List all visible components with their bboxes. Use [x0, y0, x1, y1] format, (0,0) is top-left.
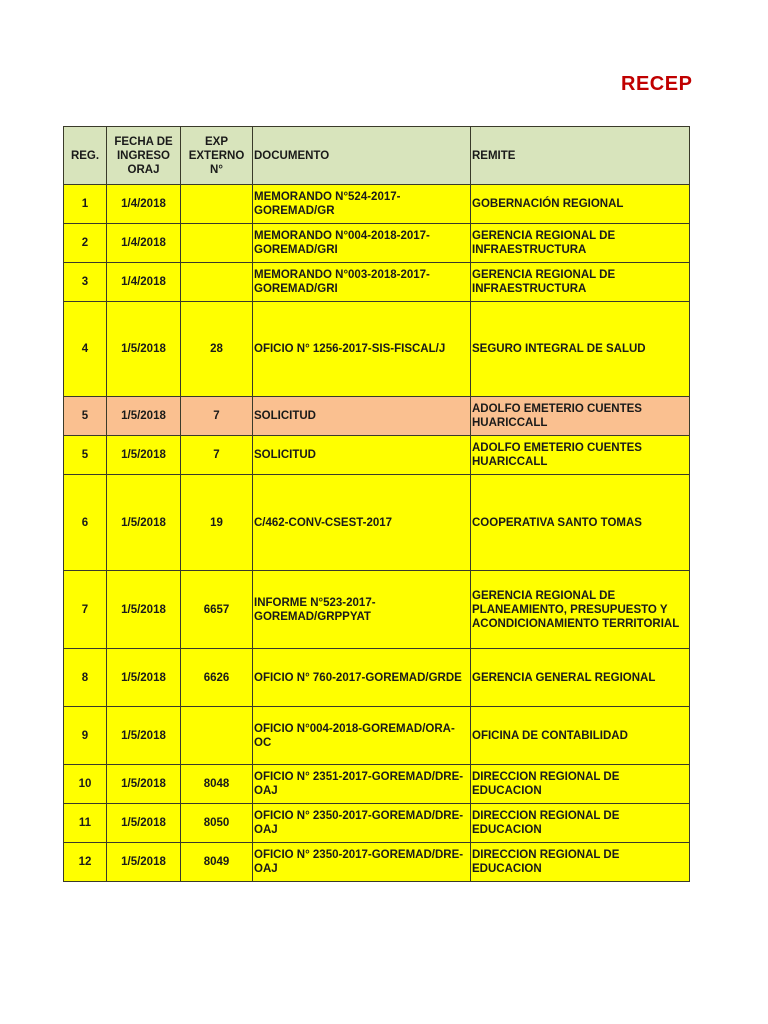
cell-reg: 8	[64, 649, 107, 707]
cell-reg: 9	[64, 707, 107, 765]
cell-documento: INFORME N°523-2017-GOREMAD/GRPPYAT	[253, 571, 471, 649]
cell-exp: 28	[181, 302, 253, 397]
cell-reg: 2	[64, 224, 107, 263]
cell-fecha: 1/5/2018	[107, 475, 181, 571]
cell-exp: 8048	[181, 765, 253, 804]
column-header-remite: REMITE	[471, 127, 690, 185]
column-header-reg: REG.	[64, 127, 107, 185]
cell-remite: GOBERNACIÓN REGIONAL	[471, 185, 690, 224]
column-header-exp: EXP EXTERNO N°	[181, 127, 253, 185]
table-row	[64, 224, 690, 263]
cell-remite: GERENCIA GENERAL REGIONAL	[471, 649, 690, 707]
cell-exp: 6657	[181, 571, 253, 649]
cell-documento: OFICIO N° 1256-2017-SIS-FISCAL/J	[253, 302, 471, 397]
cell-exp: 6626	[181, 649, 253, 707]
cell-fecha: 1/5/2018	[107, 571, 181, 649]
table-row	[64, 397, 690, 436]
cell-remite: DIRECCION REGIONAL DE EDUCACION	[471, 765, 690, 804]
table-row	[64, 804, 690, 843]
cell-reg: 6	[64, 475, 107, 571]
table-header-row	[64, 127, 690, 185]
table-row	[64, 843, 690, 882]
cell-exp	[181, 224, 253, 263]
cell-reg: 1	[64, 185, 107, 224]
cell-remite: GERENCIA REGIONAL DE PLANEAMIENTO, PRESUPUESTO Y ACONDICIONAMIENTO TERRITORIAL	[471, 571, 690, 649]
cell-reg: 11	[64, 804, 107, 843]
cell-remite: DIRECCION REGIONAL DE EDUCACION	[471, 843, 690, 882]
table-row	[64, 707, 690, 765]
cell-documento: MEMORANDO N°004-2018-2017-GOREMAD/GRI	[253, 224, 471, 263]
table-row	[64, 475, 690, 571]
cell-documento: MEMORANDO N°524-2017-GOREMAD/GR	[253, 185, 471, 224]
cell-fecha: 1/5/2018	[107, 649, 181, 707]
page-title: RECEP	[621, 73, 693, 95]
cell-remite: ADOLFO EMETERIO CUENTES HUARICCALL	[471, 436, 690, 475]
cell-remite: COOPERATIVA SANTO TOMAS	[471, 475, 690, 571]
cell-fecha: 1/5/2018	[107, 397, 181, 436]
cell-reg: 5	[64, 436, 107, 475]
cell-fecha: 1/5/2018	[107, 436, 181, 475]
cell-exp: 7	[181, 397, 253, 436]
cell-documento: OFICIO N° 2350-2017-GOREMAD/DRE-OAJ	[253, 843, 471, 882]
table-row	[64, 263, 690, 302]
table-row	[64, 302, 690, 397]
cell-documento: OFICIO N° 760-2017-GOREMAD/GRDE	[253, 649, 471, 707]
table-row	[64, 185, 690, 224]
cell-fecha: 1/5/2018	[107, 707, 181, 765]
cell-exp	[181, 185, 253, 224]
cell-exp: 8050	[181, 804, 253, 843]
cell-reg: 7	[64, 571, 107, 649]
cell-fecha: 1/4/2018	[107, 185, 181, 224]
cell-reg: 12	[64, 843, 107, 882]
cell-documento: MEMORANDO N°003-2018-2017-GOREMAD/GRI	[253, 263, 471, 302]
cell-remite: DIRECCION REGIONAL DE EDUCACION	[471, 804, 690, 843]
cell-reg: 10	[64, 765, 107, 804]
cell-fecha: 1/4/2018	[107, 263, 181, 302]
column-header-documento: DOCUMENTO	[253, 127, 471, 185]
cell-exp: 19	[181, 475, 253, 571]
table-row	[64, 649, 690, 707]
cell-fecha: 1/5/2018	[107, 302, 181, 397]
cell-remite: SEGURO INTEGRAL DE SALUD	[471, 302, 690, 397]
cell-remite: GERENCIA REGIONAL DE INFRAESTRUCTURA	[471, 224, 690, 263]
cell-fecha: 1/5/2018	[107, 843, 181, 882]
cell-fecha: 1/4/2018	[107, 224, 181, 263]
table-row	[64, 765, 690, 804]
cell-documento: SOLICITUD	[253, 436, 471, 475]
cell-remite: ADOLFO EMETERIO CUENTES HUARICCALL	[471, 397, 690, 436]
cell-documento: OFICIO N° 2351-2017-GOREMAD/DRE-OAJ	[253, 765, 471, 804]
table-row	[64, 436, 690, 475]
cell-reg: 5	[64, 397, 107, 436]
cell-reg: 4	[64, 302, 107, 397]
cell-remite: OFICINA DE CONTABILIDAD	[471, 707, 690, 765]
cell-exp: 7	[181, 436, 253, 475]
column-header-fecha: FECHA DE INGRESO ORAJ	[107, 127, 181, 185]
table-body	[64, 185, 690, 882]
cell-reg: 3	[64, 263, 107, 302]
cell-fecha: 1/5/2018	[107, 804, 181, 843]
cell-fecha: 1/5/2018	[107, 765, 181, 804]
cell-exp	[181, 263, 253, 302]
registry-table	[63, 126, 690, 882]
cell-remite: GERENCIA REGIONAL DE INFRAESTRUCTURA	[471, 263, 690, 302]
cell-documento: C/462-CONV-CSEST-2017	[253, 475, 471, 571]
cell-exp	[181, 707, 253, 765]
cell-documento: OFICIO N°004-2018-GOREMAD/ORA-OC	[253, 707, 471, 765]
cell-exp: 8049	[181, 843, 253, 882]
cell-documento: OFICIO N° 2350-2017-GOREMAD/DRE-OAJ	[253, 804, 471, 843]
cell-documento: SOLICITUD	[253, 397, 471, 436]
table-row	[64, 571, 690, 649]
